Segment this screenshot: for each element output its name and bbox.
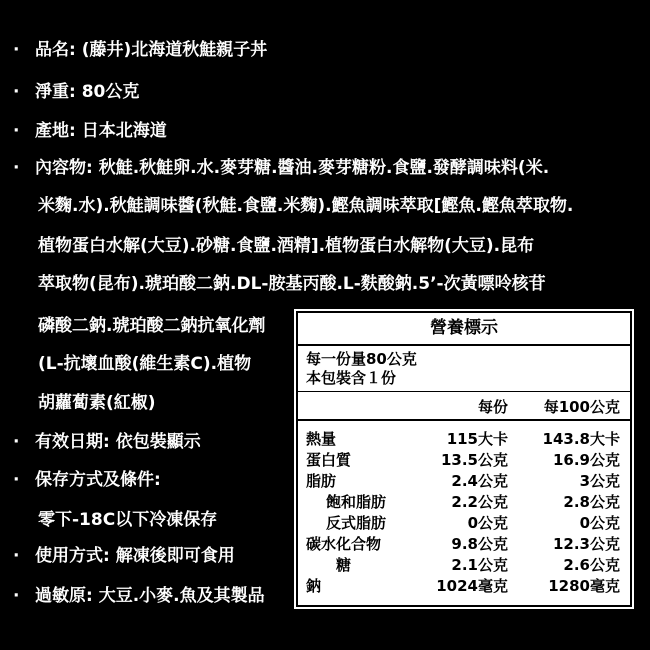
nutrition-row	[298, 471, 630, 492]
ingredients-line: 萃取物(昆布).琥珀酸二鈉.DL-胺基丙酸.L-麩酸鈉.5’-次黃嘌呤核苷	[38, 274, 546, 294]
nutrition-row	[298, 555, 630, 576]
nutrient-per-100g: 3公克	[579, 472, 620, 490]
nutrition-row	[298, 513, 630, 534]
nutrition-title: 營養標示	[298, 313, 630, 346]
nutrient-per-serving: 9.8公克	[451, 535, 508, 553]
nutrient-per-serving: 13.5公克	[440, 451, 508, 469]
serving-info	[298, 346, 630, 391]
nutrition-row	[298, 576, 630, 597]
servings-per-package: 本包裝含１份	[306, 369, 397, 387]
nutrient-name: 脂肪	[306, 472, 337, 490]
nutrient-per-100g: 2.6公克	[563, 556, 620, 574]
nutrition-row	[298, 450, 630, 471]
nutrient-per-serving: 1024毫克	[436, 577, 508, 595]
product-name: 品名: (藤井)北海道秋鮭親子丼	[35, 40, 268, 60]
bullet-marker: ·	[13, 586, 20, 606]
ingredients-line: 胡蘿蔔素(紅椒)	[38, 393, 156, 413]
ingredients-line: 內容物: 秋鮭.秋鮭卵.水.麥芽糖.醬油.麥芽糖粉.食鹽.發酵調味料(米.	[35, 158, 550, 178]
storage-heading: 保存方式及條件:	[35, 470, 161, 490]
ingredients-line: 磷酸二鈉.琥珀酸二鈉抗氧化劑	[38, 316, 266, 336]
expiry-date: 有效日期: 依包裝顯示	[35, 432, 201, 452]
bullet-marker: ·	[13, 432, 20, 452]
nutrition-header-row	[298, 391, 630, 421]
nutrient-per-100g: 0公克	[579, 514, 620, 532]
nutrient-per-100g: 143.8大卡	[542, 430, 620, 448]
nutrient-name: 熱量	[306, 430, 337, 448]
bullet-marker: ·	[13, 470, 20, 490]
nutrient-per-100g: 2.8公克	[563, 493, 620, 511]
col-per-serving: 每份	[477, 398, 508, 416]
nutrient-per-serving: 0公克	[467, 514, 508, 532]
nutrition-row	[298, 492, 630, 513]
net-weight: 淨重: 80公克	[35, 82, 140, 102]
bullet-marker: ·	[13, 158, 20, 178]
bullet-marker: ·	[13, 40, 20, 60]
ingredients-line: (L-抗壞血酸(維生素C).植物	[38, 354, 252, 374]
nutrient-name: 反式脂肪	[326, 514, 387, 532]
nutrient-name: 碳水化合物	[306, 535, 382, 553]
col-per-100g: 每100公克	[543, 398, 620, 416]
usage-method: 使用方式: 解凍後即可食用	[35, 546, 235, 566]
serving-size: 每一份量80公克	[306, 350, 417, 368]
nutrient-per-serving: 2.1公克	[451, 556, 508, 574]
nutrient-name: 鈉	[306, 577, 322, 595]
nutrient-per-serving: 2.4公克	[451, 472, 508, 490]
allergens: 過敏原: 大豆.小麥.魚及其製品	[35, 586, 265, 606]
nutrition-row	[298, 534, 630, 555]
ingredients-line: 植物蛋白水解(大豆).砂糖.食鹽.酒精].植物蛋白水解物(大豆).昆布	[38, 236, 535, 256]
nutrition-row	[298, 429, 630, 450]
origin: 產地: 日本北海道	[35, 121, 167, 141]
nutrient-per-100g: 16.9公克	[552, 451, 620, 469]
storage-condition: 零下-18C以下冷凍保存	[38, 510, 218, 530]
bullet-marker: ·	[13, 82, 20, 102]
nutrient-per-serving: 2.2公克	[451, 493, 508, 511]
nutrient-per-serving: 115大卡	[446, 430, 508, 448]
nutrition-facts-table	[296, 311, 632, 607]
bullet-marker: ·	[13, 546, 20, 566]
nutrient-name: 糖	[336, 556, 352, 574]
bullet-marker: ·	[13, 121, 20, 141]
nutrient-name: 蛋白質	[306, 451, 352, 469]
nutrient-name: 飽和脂肪	[326, 493, 387, 511]
ingredients-line: 米麴.水).秋鮭調味醬(秋鮭.食鹽.米麴).鰹魚調味萃取[鰹魚.鰹魚萃取物.	[38, 196, 574, 216]
nutrient-per-100g: 12.3公克	[552, 535, 620, 553]
nutrient-per-100g: 1280毫克	[548, 577, 620, 595]
